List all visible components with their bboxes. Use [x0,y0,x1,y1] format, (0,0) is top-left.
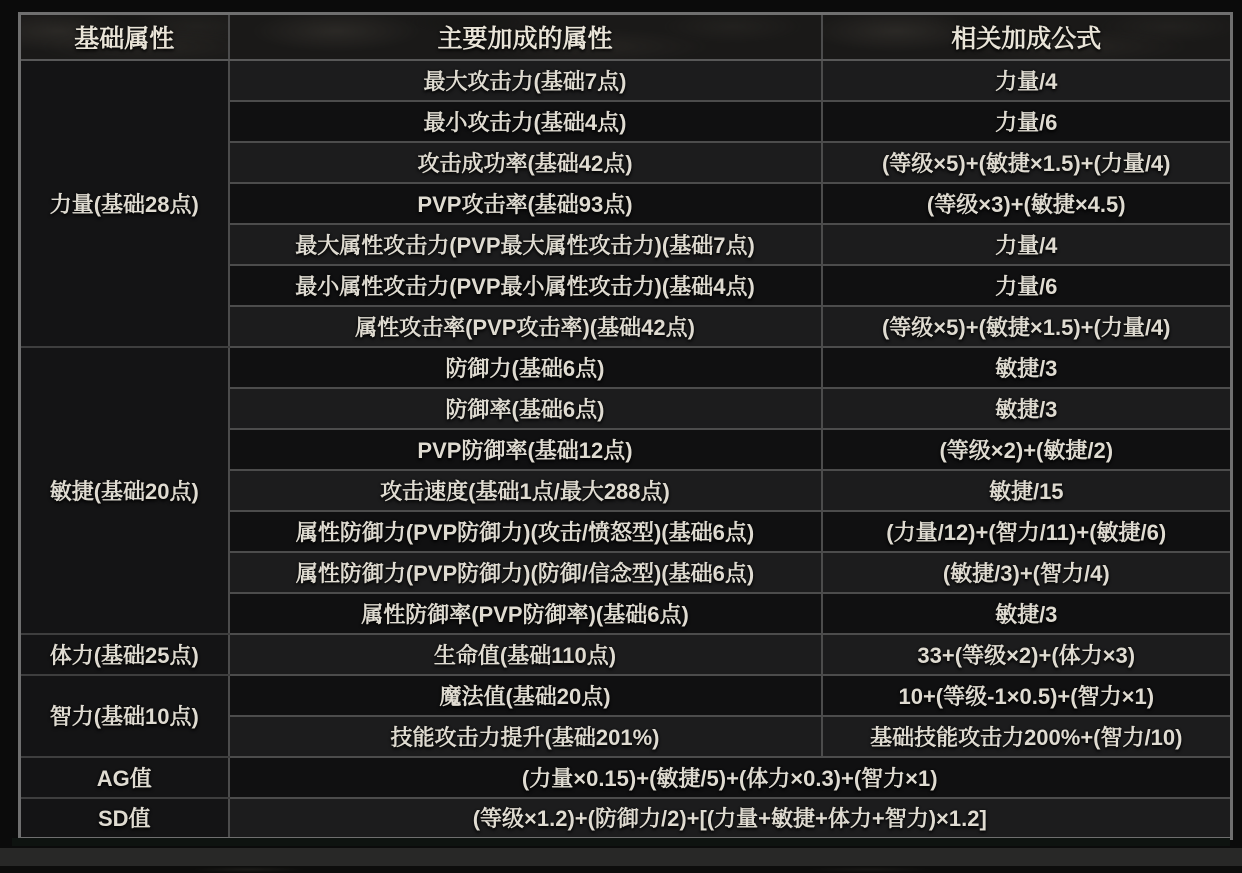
stats-table-container [18,12,1233,840]
stat-cell: 攻击成功率(基础42点) [229,142,822,183]
table-row [20,60,1232,101]
stats-table [18,12,1233,840]
stat-cell: PVP防御率(基础12点) [229,429,822,470]
table-under-shadow [12,838,1230,846]
stat-cell: PVP攻击率(基础93点) [229,183,822,224]
formula-cell: 33+(等级×2)+(体力×3) [822,634,1232,675]
formula-cell: (力量/12)+(智力/11)+(敏捷/6) [822,511,1232,552]
stat-cell: 最小属性攻击力(PVP最小属性攻击力)(基础4点) [229,265,822,306]
attribute-group-cell: 敏捷(基础20点) [20,347,229,634]
stat-cell: 属性攻击率(PVP攻击率)(基础42点) [229,306,822,347]
formula-cell: 力量/6 [822,101,1232,142]
attribute-group-cell: 体力(基础25点) [20,634,229,675]
formula-cell: (等级×5)+(敏捷×1.5)+(力量/4) [822,142,1232,183]
stat-cell: 属性防御率(PVP防御率)(基础6点) [229,593,822,634]
formula-cell: 力量/6 [822,265,1232,306]
header-cell-2: 相关加成公式 [822,14,1232,60]
attribute-group-cell: 智力(基础10点) [20,675,229,757]
merged-formula-cell: (等级×1.2)+(防御力/2)+[(力量+敏捷+体力+智力)×1.2] [229,798,1232,839]
table-body [20,60,1232,839]
stat-cell: 最大攻击力(基础7点) [229,60,822,101]
stat-cell: 最小攻击力(基础4点) [229,101,822,142]
bottom-band [0,848,1242,866]
bottom-edge-texture [0,866,1242,873]
attribute-group-cell: SD值 [20,798,229,839]
stat-cell: 防御率(基础6点) [229,388,822,429]
formula-cell: (等级×3)+(敏捷×4.5) [822,183,1232,224]
attribute-group-cell: 力量(基础28点) [20,60,229,347]
table-header [20,14,1232,60]
formula-cell: 敏捷/15 [822,470,1232,511]
stat-cell: 魔法值(基础20点) [229,675,822,716]
header-cell-1: 主要加成的属性 [229,14,822,60]
attribute-group-cell: AG值 [20,757,229,798]
formula-cell: 敏捷/3 [822,388,1232,429]
formula-cell: (等级×5)+(敏捷×1.5)+(力量/4) [822,306,1232,347]
stat-cell: 技能攻击力提升(基础201%) [229,716,822,757]
table-row [20,675,1232,716]
stat-cell: 防御力(基础6点) [229,347,822,388]
stat-cell: 属性防御力(PVP防御力)(攻击/愤怒型)(基础6点) [229,511,822,552]
stat-cell: 最大属性攻击力(PVP最大属性攻击力)(基础7点) [229,224,822,265]
merged-formula-cell: (力量×0.15)+(敏捷/5)+(体力×0.3)+(智力×1) [229,757,1232,798]
formula-cell: 力量/4 [822,60,1232,101]
table-row [20,757,1232,798]
table-row [20,798,1232,839]
formula-cell: 力量/4 [822,224,1232,265]
formula-cell: 敏捷/3 [822,593,1232,634]
formula-cell: 敏捷/3 [822,347,1232,388]
header-cell-0: 基础属性 [20,14,229,60]
table-row [20,347,1232,388]
table-row [20,634,1232,675]
stat-cell: 攻击速度(基础1点/最大288点) [229,470,822,511]
formula-cell: 基础技能攻击力200%+(智力/10) [822,716,1232,757]
formula-cell: (敏捷/3)+(智力/4) [822,552,1232,593]
header-row [20,14,1232,60]
stat-cell: 属性防御力(PVP防御力)(防御/信念型)(基础6点) [229,552,822,593]
stat-cell: 生命值(基础110点) [229,634,822,675]
formula-cell: 10+(等级-1×0.5)+(智力×1) [822,675,1232,716]
formula-cell: (等级×2)+(敏捷/2) [822,429,1232,470]
